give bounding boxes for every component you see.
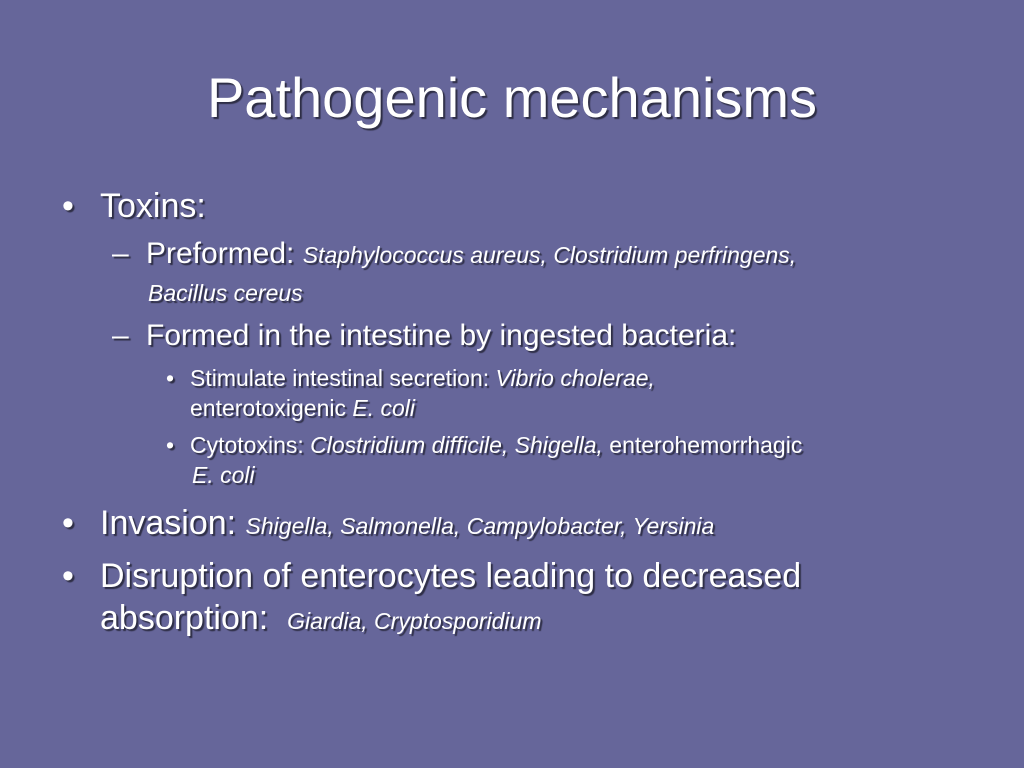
bullet-toxins: Toxins: <box>100 187 206 225</box>
bullet-invasion <box>100 503 714 543</box>
bullet-disruption-cont <box>100 598 542 638</box>
secretion-examples-cont <box>190 393 415 423</box>
cytotoxins-plain: enterohemorrhagic <box>602 432 803 458</box>
cytotoxins-label: Cytotoxins: <box>190 432 311 458</box>
cytotoxins-examples: Clostridium difficile, Shigella, <box>310 432 603 458</box>
bullet-disruption: Disruption of enterocytes leading to decreased <box>100 557 802 595</box>
secretion-ecoli: E. coli <box>352 395 416 421</box>
bullet-marker: • <box>166 432 175 458</box>
sub-bullet-preformed <box>146 236 796 272</box>
preformed-examples: Staphylococcus aureus, Clostridium perfringens, <box>302 242 797 268</box>
bullet-marker: • <box>62 504 74 542</box>
preformed-examples-cont: Bacillus cereus <box>148 280 303 306</box>
slide-title: Pathogenic mechanisms <box>206 66 818 129</box>
bullet-marker: • <box>166 365 175 391</box>
preformed-label: Preformed: <box>146 237 303 270</box>
sub-sub-bullet-secretion <box>190 363 655 393</box>
disruption-examples: Giardia, Cryptosporidium <box>287 608 542 634</box>
invasion-label: Invasion: <box>100 504 246 542</box>
bullet-marker: • <box>62 557 74 595</box>
disruption-label: absorption: <box>100 599 288 637</box>
cytotoxins-ecoli: E. coli <box>192 462 255 488</box>
dash-marker: – <box>112 237 129 270</box>
secretion-examples: Vibrio cholerae, <box>495 365 655 391</box>
secretion-plain: enterotoxigenic <box>190 395 353 421</box>
dash-marker: – <box>112 319 129 352</box>
sub-bullet-formed-in-intestine: Formed in the intestine by ingested bacteria: <box>146 319 737 352</box>
invasion-examples: Shigella, Salmonella, Campylobacter, Yersinia <box>245 513 715 539</box>
bullet-marker: • <box>62 187 74 225</box>
secretion-label: Stimulate intestinal secretion: <box>190 365 496 391</box>
sub-sub-bullet-cytotoxins <box>190 430 802 460</box>
